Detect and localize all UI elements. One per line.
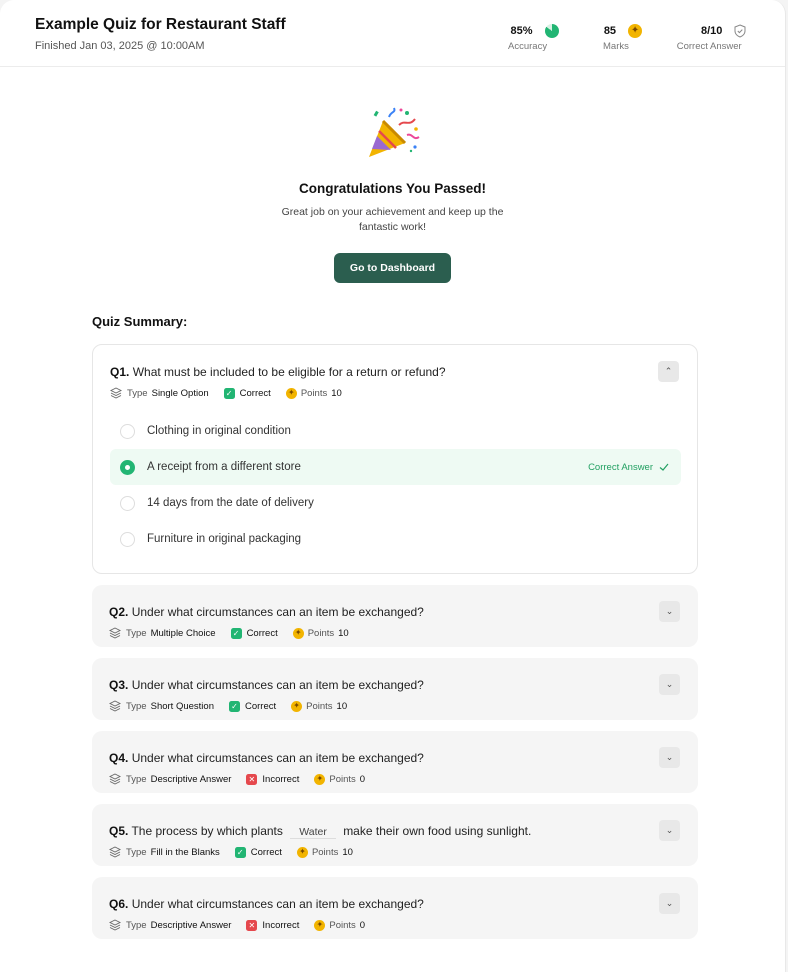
accuracy-value: 85% [510,25,533,37]
correct-answer-tag-label: Correct Answer [588,461,653,473]
x-icon: ✕ [246,774,257,785]
go-to-dashboard-button[interactable]: Go to Dashboard [334,253,451,283]
question-number: Q3. [109,678,129,692]
chevron-down-icon: ⌄ [665,679,674,689]
chevron-down-icon: ⌄ [665,752,674,762]
type-label: Type [126,919,147,931]
radio-icon [120,496,135,511]
option-text: Clothing in original condition [147,425,291,437]
question-card-4[interactable] [92,731,698,793]
question-text [110,365,446,379]
layers-icon [109,627,121,639]
expand-button[interactable] [659,747,680,768]
type-value: Descriptive Answer [150,919,232,931]
question-body: What must be included to be eligible for a return or refund? [132,365,446,379]
option-text: 14 days from the date of delivery [147,497,314,509]
radio-selected-icon [120,460,135,475]
shield-check-icon [733,24,747,38]
coin-icon: ✦ [628,24,642,38]
collapse-button[interactable] [658,361,679,382]
question-number: Q4. [109,751,129,765]
layers-icon [109,846,121,858]
type-label: Type [126,627,147,639]
check-icon: ✓ [229,701,240,712]
coin-icon: ✦ [314,774,325,785]
points-label: Points [311,846,339,858]
correct-answer-value: 8/10 [701,25,723,37]
answer-option [110,485,681,521]
type-label: Type [127,387,148,399]
type-value: Single Option [151,387,209,399]
question-body: Under what circumstances can an item be exchanged? [131,897,424,911]
answer-option [110,521,681,557]
question-body-before: The process by which plants [131,824,283,838]
check-icon: ✓ [224,388,235,399]
page-header [0,0,785,67]
question-body-after: make their own food using sunlight. [343,824,532,838]
status-badge: Correct [239,387,271,399]
question-meta [109,700,347,712]
expand-button[interactable] [659,674,680,695]
radio-icon [120,424,135,439]
coin-icon: ✦ [314,920,325,931]
coin-icon: ✦ [297,847,308,858]
quiz-summary-title: Quiz Summary: [92,314,188,329]
question-meta [109,919,365,931]
x-icon: ✕ [246,920,257,931]
status-badge: Incorrect [262,919,300,931]
option-text: A receipt from a different store [147,461,301,473]
question-text [109,605,424,619]
accuracy-label: Accuracy [508,41,548,52]
status-badge: Incorrect [262,773,300,785]
layers-icon [109,773,121,785]
points-value: 10 [336,700,348,712]
points-label: Points [329,919,356,931]
question-card-3[interactable] [92,658,698,720]
check-icon: ✓ [231,628,242,639]
coin-icon: ✦ [286,388,297,399]
question-card-1 [92,344,698,574]
check-icon: ✓ [235,847,246,858]
question-meta [109,627,349,639]
congrats-section [0,105,785,283]
question-card-2[interactable] [92,585,698,647]
fill-blank-answer: Water [290,826,336,839]
question-card-5[interactable] [92,804,698,866]
type-label: Type [126,700,147,712]
chevron-down-icon: ⌄ [665,825,674,835]
question-text [109,897,424,911]
quiz-finished-date: Finished Jan 03, 2025 @ 10:00AM [35,40,205,52]
answer-option-correct [110,449,681,485]
congrats-subtitle: Great job on your achievement and keep up the fantastic work! [281,206,504,233]
party-popper-icon [363,105,423,165]
type-label: Type [126,846,147,858]
expand-button[interactable] [659,820,680,841]
points-value: 10 [338,627,349,639]
coin-icon: ✦ [291,701,302,712]
question-text [109,824,531,839]
correct-answer-tag [588,462,669,473]
question-number: Q2. [109,605,129,619]
question-meta [110,387,342,399]
layers-icon [110,387,122,399]
question-card-6[interactable] [92,877,698,939]
coin-icon: ✦ [293,628,304,639]
congrats-title: Congratulations You Passed! [298,181,487,196]
points-label: Points [300,387,328,399]
type-value: Descriptive Answer [150,773,232,785]
points-label: Points [306,700,333,712]
type-value: Short Question [150,700,214,712]
accuracy-pie-icon [545,24,559,38]
radio-icon [120,532,135,547]
layers-icon [109,700,121,712]
question-meta [109,773,365,785]
type-label: Type [126,773,147,785]
question-number: Q6. [109,897,129,911]
answer-option [110,413,681,449]
chevron-down-icon: ⌄ [665,606,674,616]
question-number: Q1. [110,365,130,379]
points-value: 0 [359,773,366,785]
status-badge: Correct [250,846,282,858]
points-label: Points [307,627,335,639]
status-badge: Correct [244,700,277,712]
type-value: Multiple Choice [150,627,216,639]
question-body: Under what circumstances can an item be exchanged? [131,751,424,765]
marks-label: Marks [603,41,629,52]
marks-stat [603,24,643,52]
question-meta [109,846,353,858]
question-body: Under what circumstances can an item be exchanged? [131,605,424,619]
points-value: 0 [359,919,366,931]
type-value: Fill in the Blanks [150,846,220,858]
question-text [109,678,424,692]
chevron-up-icon: ⌃ [664,366,673,376]
points-value: 10 [331,387,342,399]
quiz-title: Example Quiz for Restaurant Staff [35,16,286,33]
expand-button[interactable] [659,601,680,622]
correct-answer-label: Correct Answer [676,41,742,52]
correct-answer-stat [671,24,747,52]
checkmark-icon [659,462,669,472]
accuracy-stat [508,24,561,52]
marks-value: 85 [603,25,617,37]
expand-button[interactable] [659,893,680,914]
points-value: 10 [342,846,353,858]
points-label: Points [329,773,356,785]
layers-icon [109,919,121,931]
question-text [109,751,424,765]
question-number: Q5. [109,824,129,838]
chevron-down-icon: ⌄ [665,898,674,908]
question-body: Under what circumstances can an item be exchanged? [131,678,424,692]
status-badge: Correct [246,627,278,639]
option-text: Furniture in original packaging [147,533,302,545]
